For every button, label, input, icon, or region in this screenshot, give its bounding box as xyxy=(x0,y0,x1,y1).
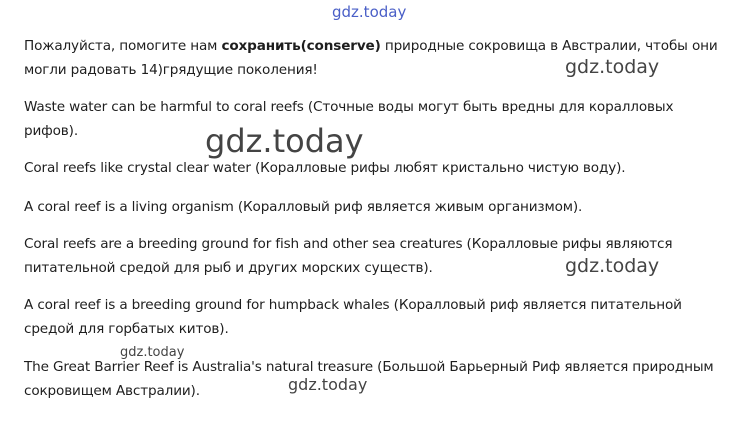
paragraph-conserve-before: Пожалуйста, помогите нам xyxy=(24,38,222,54)
paragraph-breeding-fish: Coral reefs are a breeding ground for fish and other sea creatures (Коралловые рифы являются питательной средой для рыб и других морских существ). xyxy=(24,236,673,276)
paragraph-great-barrier-reef: The Great Barrier Reef is Australia's natural treasure (Большой Барьерный Риф является природным сокровищем Австралии). xyxy=(24,359,714,399)
paragraph-conserve-after: природные сокровища в Австралии, чтобы они могли радовать 14)грядущие поколения! xyxy=(24,38,718,78)
watermark-5: gdz.today xyxy=(288,375,368,394)
paragraph-conserve xyxy=(24,35,729,82)
watermark-3: gdz.today xyxy=(565,255,660,277)
paragraph-living-organism: A coral reef is a living organism (Коралловый риф является живым организмом). xyxy=(24,199,583,215)
watermark-2: gdz.today xyxy=(205,122,364,160)
watermark-4: gdz.today xyxy=(120,345,185,360)
paragraph-conserve-bold: сохранить(conserve) xyxy=(221,38,381,54)
paragraph-waste-water: Waste water can be harmful to coral reefs (Сточные воды могут быть вредны для коралловых рифов). xyxy=(24,99,674,139)
paragraph-crystal-water: Coral reefs like crystal clear water (Коралловые рифы любят кристально чистую воду). xyxy=(24,160,626,176)
watermark-top: gdz.today xyxy=(332,3,407,21)
paragraph-breeding-whales: A coral reef is a breeding ground for humpback whales (Коралловый риф является питательной средой для горбатых китов). xyxy=(24,297,682,337)
watermark-1: gdz.today xyxy=(565,56,660,78)
